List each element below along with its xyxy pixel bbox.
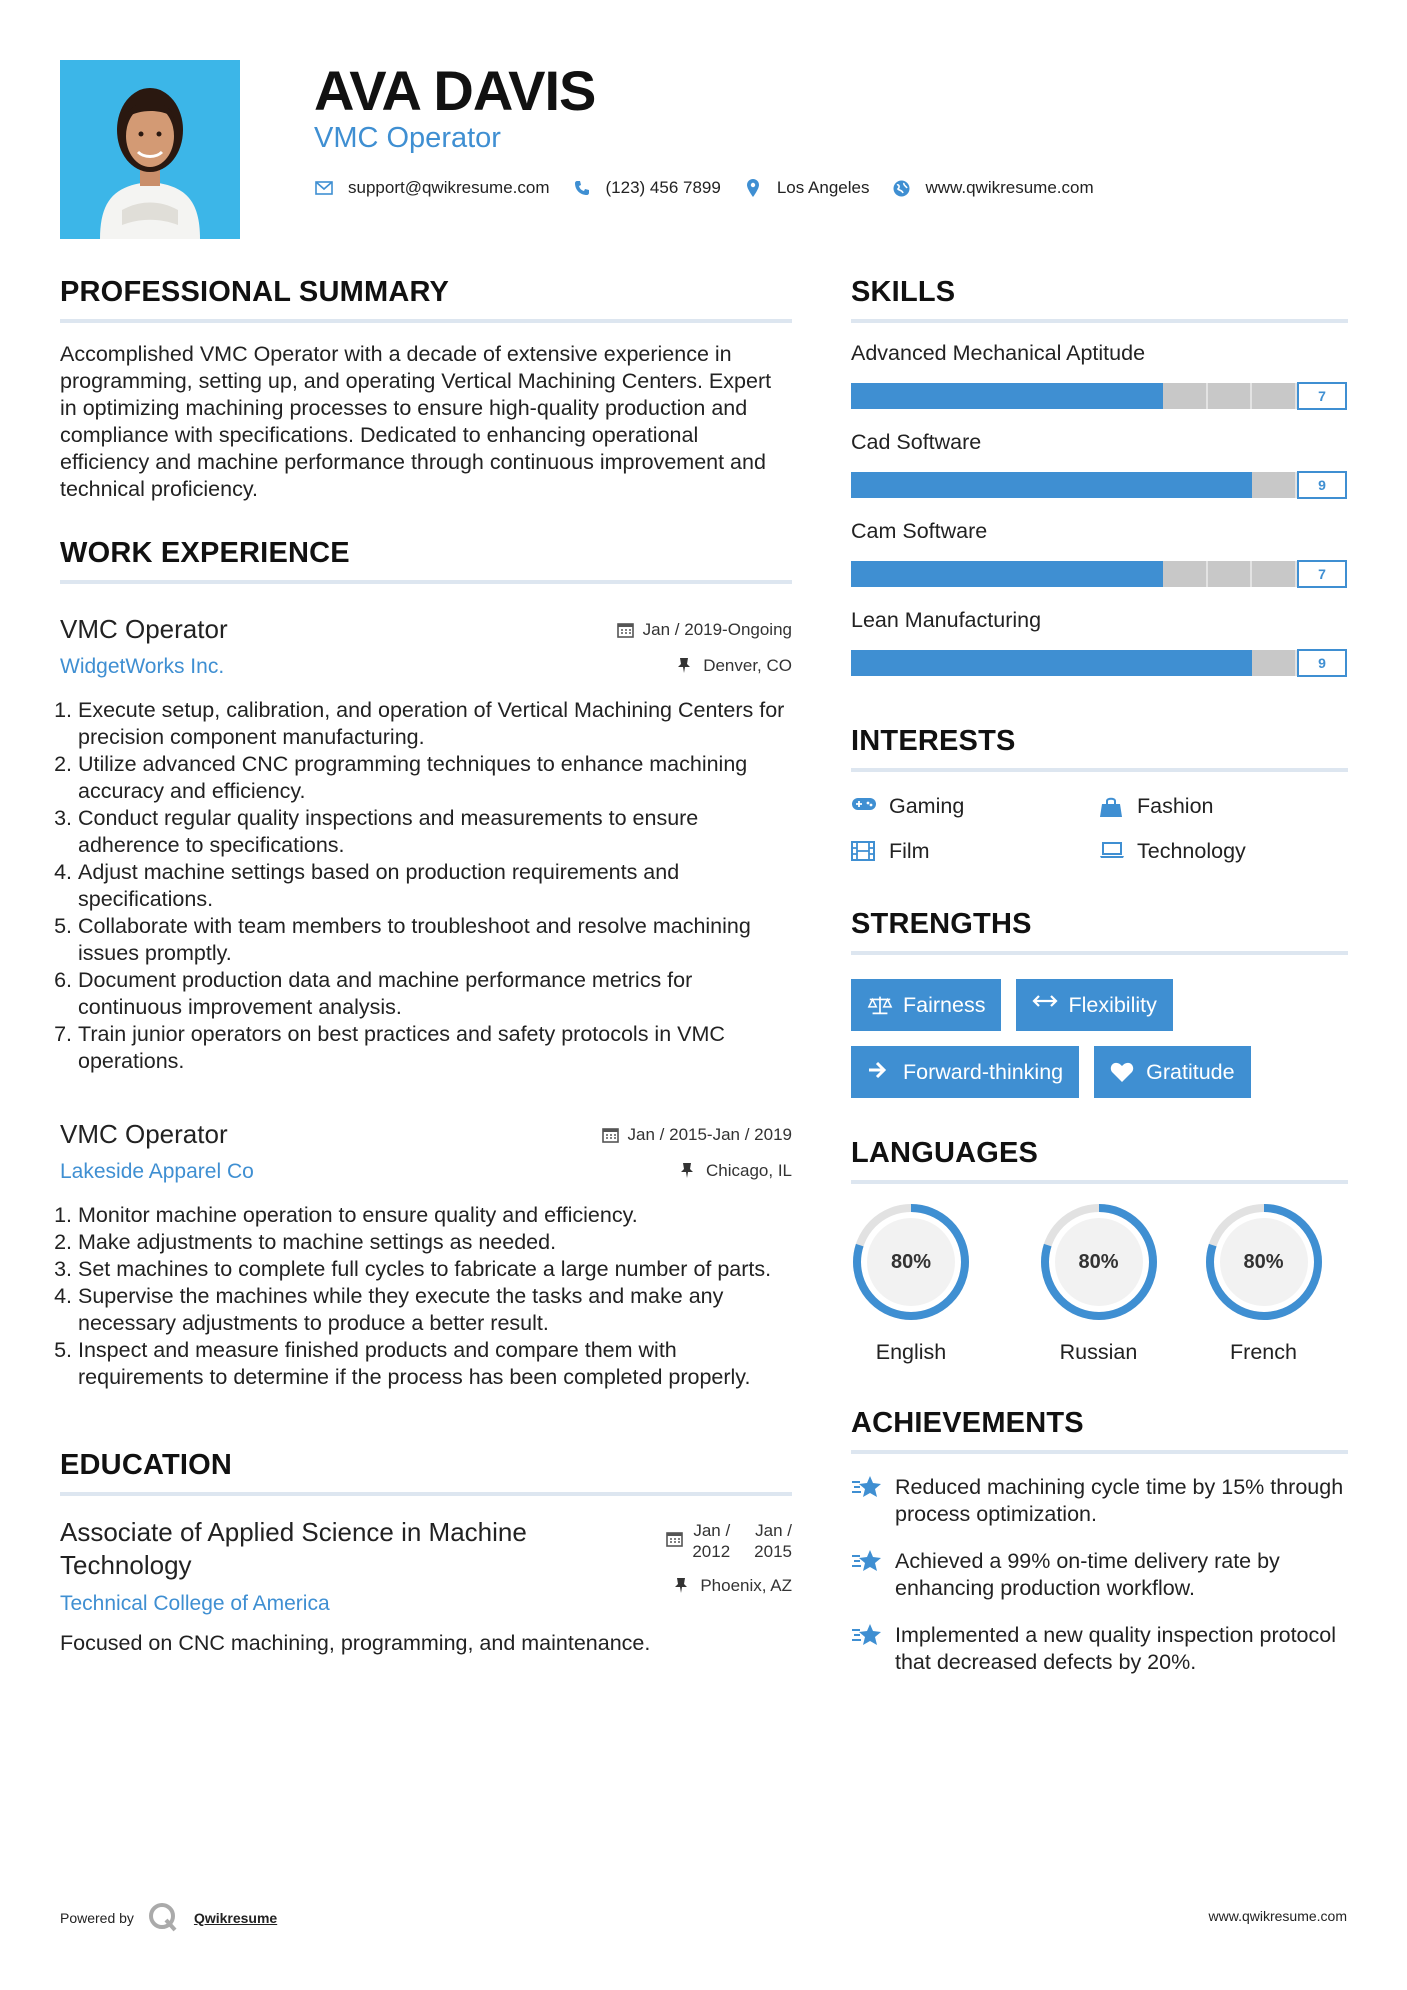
website-text: www.qwikresume.com <box>925 178 1094 197</box>
phone-text: (123) 456 7899 <box>605 178 721 197</box>
job-company: WidgetWorks Inc. <box>60 655 225 678</box>
skill-item <box>851 341 1348 410</box>
interests-heading: INTERESTS <box>851 725 1348 772</box>
phone-icon <box>572 178 592 198</box>
calendar-icon <box>602 1126 620 1144</box>
language-percent: 80% <box>890 1250 932 1273</box>
film-icon <box>851 841 877 863</box>
education-heading: EDUCATION <box>60 1449 792 1496</box>
qwikresume-logo-icon <box>148 1902 180 1934</box>
interest-item: Technology <box>1099 839 1347 864</box>
calendar-icon <box>666 1530 684 1548</box>
job-company: Lakeside Apparel Co <box>60 1160 254 1183</box>
strength-badge: Gratitude <box>1094 1046 1250 1098</box>
job-dates: Jan / 2019-Ongoing <box>617 620 792 640</box>
envelope-icon <box>314 178 334 198</box>
language-ring <box>851 1202 971 1322</box>
star-icon <box>851 1548 883 1576</box>
list-item: 2. Utilize advanced CNC programming techniques to enhance machining accuracy and efficiency. <box>78 751 792 805</box>
star-icon <box>851 1474 883 1502</box>
arrows-horizontal-icon <box>1032 994 1058 1016</box>
contact-website[interactable] <box>891 178 1093 198</box>
job-bullets <box>60 1202 792 1391</box>
skill-name: Advanced Mechanical Aptitude <box>851 341 1146 365</box>
arrow-right-icon <box>867 1061 893 1083</box>
achievements-heading: ACHIEVEMENTS <box>851 1407 1348 1454</box>
skill-bar-fill <box>851 472 1252 498</box>
skill-bar <box>851 472 1297 498</box>
experience-heading: WORK EXPERIENCE <box>60 537 792 584</box>
skill-name: Cad Software <box>851 430 982 454</box>
skill-item <box>851 519 1348 588</box>
language-name: Russian <box>1059 1340 1138 1364</box>
pin-icon <box>677 657 695 675</box>
language-percent: 80% <box>1243 1250 1284 1273</box>
skill-item <box>851 608 1348 677</box>
job-entry <box>60 1119 792 1391</box>
interest-item: Gaming <box>851 794 1099 819</box>
skill-level: 9 <box>1297 649 1347 677</box>
strength-badge: Flexibility <box>1016 979 1172 1031</box>
education-entry <box>60 1516 792 1657</box>
language-ring <box>1039 1202 1159 1322</box>
contact-bar <box>314 178 1116 198</box>
candidate-name: AVA DAVIS <box>314 59 596 122</box>
languages-list <box>851 1202 1348 1365</box>
list-item: 1. Monitor machine operation to ensure quality and efficiency. <box>78 1202 792 1229</box>
achievement-item: Reduced machining cycle time by 15% through process optimization. <box>851 1474 1348 1528</box>
skill-item <box>851 430 1348 499</box>
language-percent: 80% <box>1078 1250 1119 1273</box>
school-name: Technical College of America <box>60 1592 330 1615</box>
strength-badge: Fairness <box>851 979 1001 1031</box>
job-location: Chicago, IL <box>602 1161 792 1181</box>
achievement-item: Achieved a 99% on-time delivery rate by enhancing production workflow. <box>851 1548 1348 1602</box>
map-marker-icon <box>743 178 763 198</box>
calendar-icon <box>617 621 635 639</box>
skills-heading: SKILLS <box>851 276 1348 323</box>
shopping-bag-icon <box>1099 796 1125 818</box>
job-title: VMC Operator <box>60 614 228 644</box>
skill-name: Cam Software <box>851 519 988 543</box>
skill-bar-fill <box>851 561 1163 587</box>
degree-title: Associate of Applied Science in Machine Technology <box>60 1517 527 1580</box>
list-item: 2. Make adjustments to machine settings as needed. <box>78 1229 792 1256</box>
balance-scale-icon <box>867 994 893 1016</box>
laptop-icon <box>1099 841 1125 863</box>
skill-name: Lean Manufacturing <box>851 608 1042 632</box>
education-description: Focused on CNC machining, programming, and maintenance. <box>60 1631 651 1655</box>
interests-list <box>851 794 1348 864</box>
star-icon <box>851 1622 883 1650</box>
skill-bar <box>851 383 1297 409</box>
education-dates: Jan / 2012 Jan / 2015 <box>666 1520 792 1562</box>
skill-level: 9 <box>1297 471 1347 499</box>
skill-bar <box>851 561 1297 587</box>
skill-level: 7 <box>1297 560 1347 588</box>
language-item <box>1181 1202 1346 1365</box>
achievements-list <box>851 1474 1348 1676</box>
list-item: 5. Collaborate with team members to troubleshoot and resolve machining issues promptly. <box>78 913 792 967</box>
strength-badge: Forward-thinking <box>851 1046 1079 1098</box>
list-item: 3. Set machines to complete full cycles to fabricate a large number of parts. <box>78 1256 792 1283</box>
candidate-role: VMC Operator <box>314 122 501 154</box>
list-item: 5. Inspect and measure finished products and compare them with requirements to determine if the process has been completed properly. <box>78 1337 792 1391</box>
language-name: English <box>875 1340 947 1364</box>
interest-item: Fashion <box>1099 794 1347 819</box>
email-text: support@qwikresume.com <box>348 178 550 197</box>
skill-bar <box>851 650 1297 676</box>
languages-heading: LANGUAGES <box>851 1137 1348 1184</box>
language-item <box>851 1202 971 1365</box>
pin-icon <box>680 1162 698 1180</box>
list-item: 7. Train junior operators on best practices and safety protocols in VMC operations. <box>78 1021 792 1075</box>
location-text: Los Angeles <box>776 178 870 197</box>
footer-website[interactable]: www.qwikresume.com <box>1208 1908 1347 1924</box>
globe-icon <box>891 178 911 198</box>
pin-icon <box>674 1577 692 1595</box>
language-item <box>1016 1202 1181 1365</box>
job-dates: Jan / 2015-Jan / 2019 <box>602 1125 792 1145</box>
list-item: 6. Document production data and machine performance metrics for continuous improvement analysis. <box>78 967 792 1021</box>
achievement-item: Implemented a new quality inspection protocol that decreased defects by 20%. <box>851 1622 1348 1676</box>
education-location: Phoenix, AZ <box>666 1576 792 1596</box>
strengths-list <box>851 979 1348 1113</box>
list-item: 4. Supervise the machines while they execute the tasks and make any necessary adjustments to produce a better result. <box>78 1283 792 1337</box>
skill-level: 7 <box>1297 382 1347 410</box>
job-location: Denver, CO <box>617 656 792 676</box>
footer-powered-by: Powered by Qwikresume <box>60 1902 277 1934</box>
skill-bar-fill <box>851 650 1252 676</box>
list-item: 1. Execute setup, calibration, and operation of Vertical Machining Centers for precision component manufacturing. <box>78 697 792 751</box>
heart-icon <box>1110 1061 1136 1083</box>
left-column <box>60 276 792 1657</box>
summary-text: Accomplished VMC Operator with a decade of extensive experience in programming, setting up, and operating Vertical Machining Centers. Expert in optimizing machining processes to ensure high-quality production and compliance with specifications. Dedicated to enhancing operational efficiency and machine performance through continuous improvement and technical proficiency. <box>60 342 772 501</box>
job-bullets <box>60 697 792 1075</box>
contact-location <box>743 178 870 198</box>
language-name: French <box>1230 1340 1297 1364</box>
language-ring <box>1204 1202 1324 1322</box>
summary-heading: PROFESSIONAL SUMMARY <box>60 276 792 323</box>
list-item: 4. Adjust machine settings based on production requirements and specifications. <box>78 859 792 913</box>
interest-item: Film <box>851 839 1099 864</box>
strengths-heading: STRENGTHS <box>851 908 1348 955</box>
gamepad-icon <box>851 796 877 818</box>
skills-list <box>851 341 1348 677</box>
contact-email[interactable] <box>314 178 550 198</box>
skill-bar-fill <box>851 383 1163 409</box>
job-title: VMC Operator <box>60 1119 228 1149</box>
job-entry <box>60 614 792 1075</box>
profile-photo <box>60 60 240 239</box>
contact-phone[interactable] <box>572 178 721 198</box>
list-item: 3. Conduct regular quality inspections and measurements to ensure adherence to specifications. <box>78 805 792 859</box>
qwikresume-link[interactable]: Qwikresume <box>193 1910 278 1926</box>
right-column <box>851 276 1348 1676</box>
